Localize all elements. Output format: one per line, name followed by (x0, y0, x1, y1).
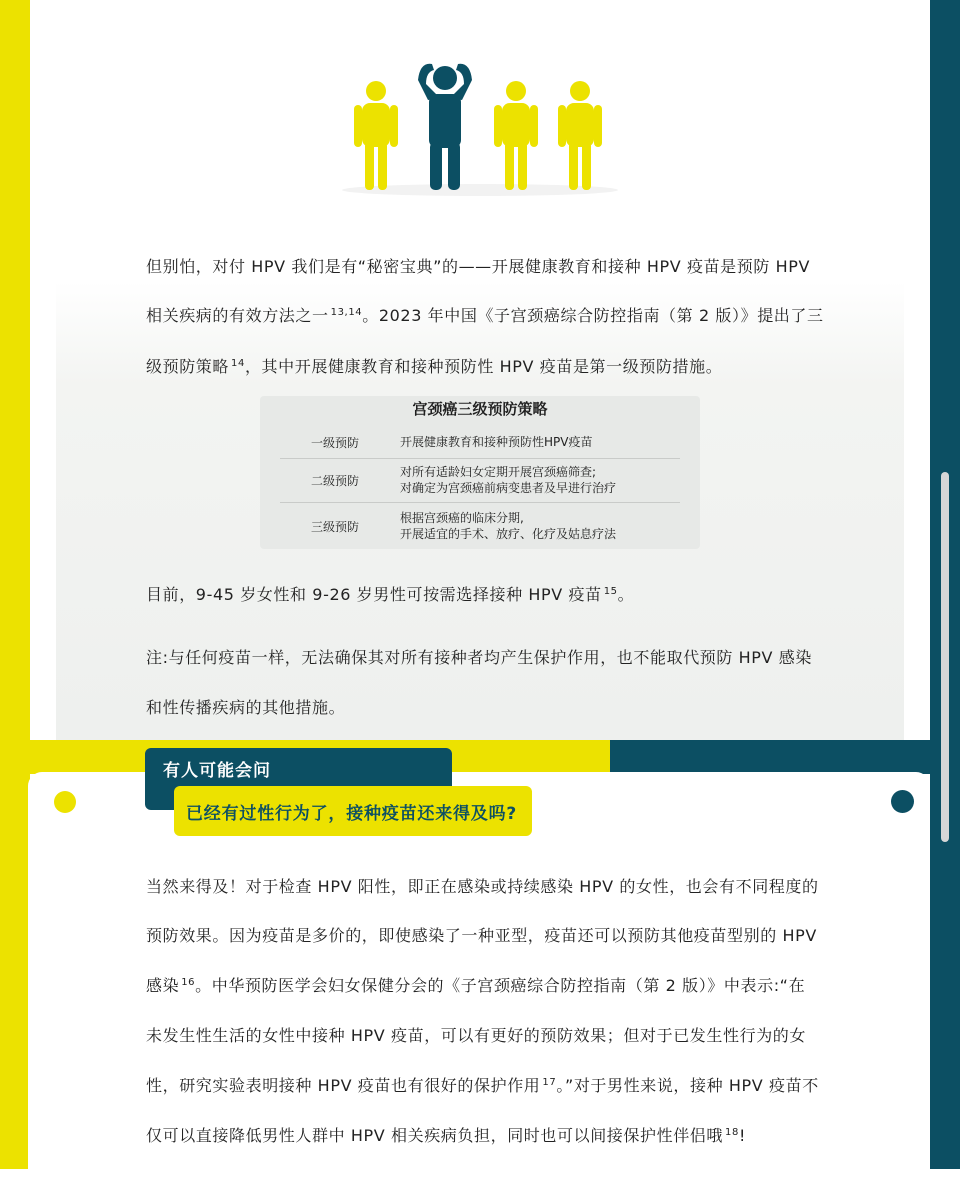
table-divider (280, 502, 680, 503)
row-desc: 对所有适龄妇女定期开展宫颈癌筛查; 对确定为宫颈癌前病变患者及早进行治疗 (400, 465, 617, 495)
teal-dot (891, 790, 914, 813)
table-divider (280, 458, 680, 459)
person-icon (354, 81, 398, 190)
teal-band (610, 740, 960, 774)
row-level: 一级预防 (310, 436, 359, 450)
row-desc: 根据宫颈癌的临床分期, 开展适宜的手术、放疗、化疗及姑息疗法 (400, 511, 617, 541)
citation: 13,14 (330, 307, 363, 318)
left-yellow-border (0, 0, 30, 1169)
yellow-dot (54, 791, 76, 813)
intro-line-1: 但别怕，对付 HPV 我们是有“秘密宝典”的——开展健康教育和接种 HPV 疫苗是预防 HPV (146, 257, 811, 276)
citation: 15 (603, 586, 618, 597)
row-level: 三级预防 (310, 520, 359, 534)
row-level: 二级预防 (310, 474, 359, 488)
person-icon (494, 81, 538, 190)
person-icon (558, 81, 602, 190)
faq-tag-label: 有人可能会问 (163, 761, 271, 781)
prevention-strategy-table (260, 396, 700, 549)
row-desc: 开展健康教育和接种预防性HPV疫苗 (400, 435, 593, 449)
intro-line-3: 级预防策略 $^{14}$，其中开展健康教育和接种预防性 HPV 疫苗是第一级预防措施。 (146, 357, 723, 376)
people-illustration (340, 58, 620, 198)
faq-question-box (174, 786, 532, 836)
scrollbar[interactable] (941, 472, 949, 842)
table-title: 宫颈癌三级预防策略 (412, 400, 548, 418)
citation: 14 (231, 358, 245, 369)
citation: 16 (181, 977, 196, 988)
faq-question: 已经有过性行为了，接种疫苗还来得及吗? (186, 804, 518, 824)
citation: 17 (542, 1077, 557, 1088)
citation: 18 (725, 1127, 739, 1138)
stressed-person-icon (418, 64, 472, 190)
intro-line-2: 相关疾病的有效方法之一 $^{13,14}$。2023 年中国《子宫颈癌综合防控指南（第 2 版）》提出了三 (146, 306, 824, 325)
